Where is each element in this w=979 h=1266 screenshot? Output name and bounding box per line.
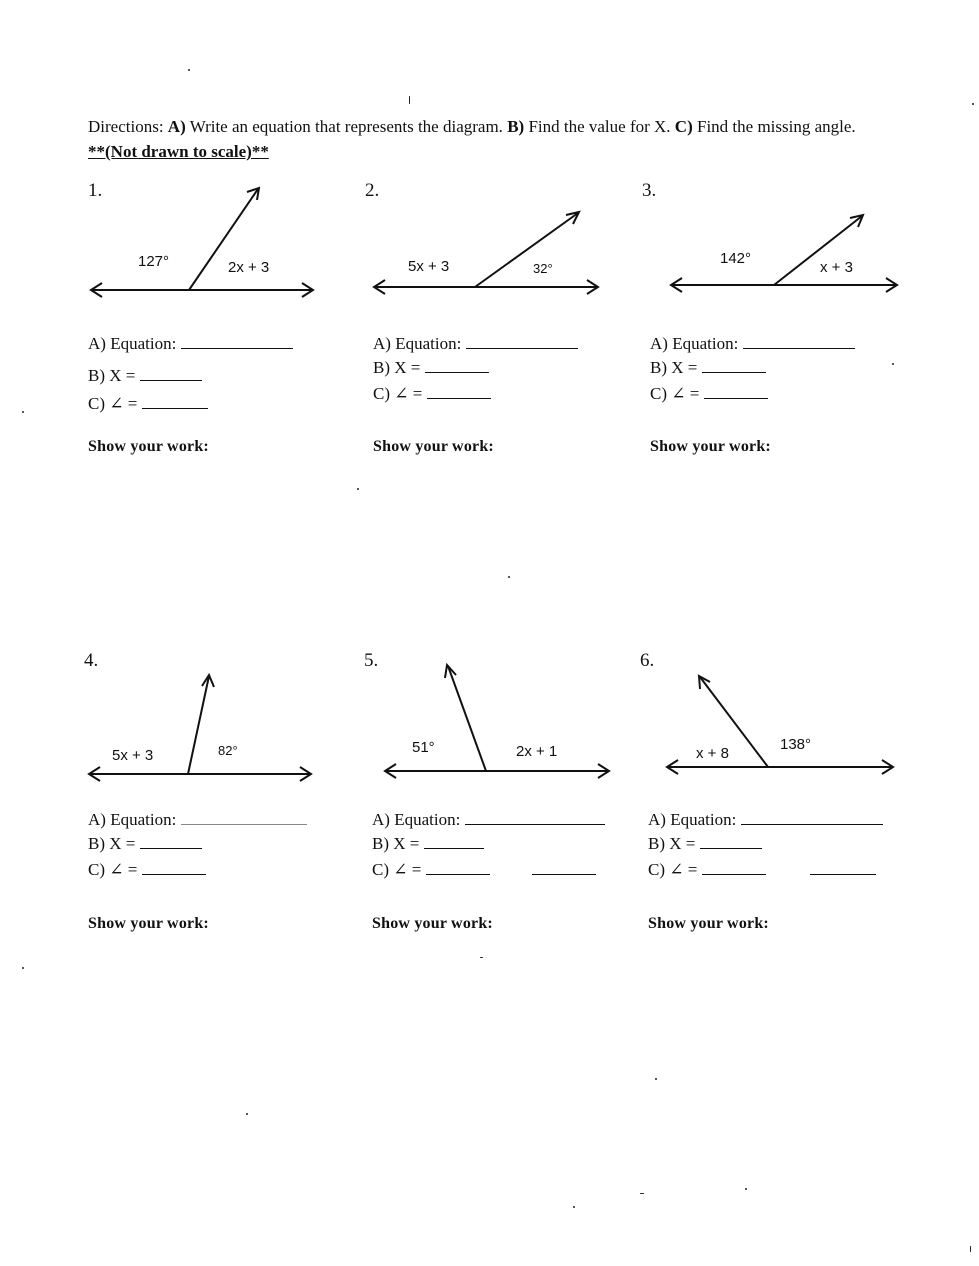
angle-blank[interactable] bbox=[704, 384, 768, 399]
x-row bbox=[88, 366, 202, 386]
x-row bbox=[648, 834, 762, 854]
directions-c-text: Find the missing angle. bbox=[697, 117, 856, 136]
x-blank[interactable] bbox=[702, 358, 766, 373]
x-blank[interactable] bbox=[425, 358, 489, 373]
problem-number: 4. bbox=[84, 650, 99, 671]
x-blank[interactable] bbox=[140, 366, 202, 381]
x-row bbox=[650, 358, 766, 378]
equation-blank[interactable] bbox=[743, 334, 855, 349]
directions-b-label: B) bbox=[507, 117, 525, 136]
angle-diagram bbox=[373, 180, 633, 310]
directions-a-label: A) bbox=[167, 117, 186, 136]
directions-b-text: Find the value for X. bbox=[528, 117, 671, 136]
ray bbox=[188, 676, 209, 774]
scan-speck bbox=[246, 1113, 248, 1115]
extra-blank[interactable] bbox=[532, 860, 596, 875]
angle-row bbox=[648, 860, 876, 880]
angle-label: C) ∠ = bbox=[372, 860, 422, 879]
equation-row bbox=[88, 810, 307, 830]
angle-diagram bbox=[88, 650, 348, 790]
equation-row bbox=[88, 334, 293, 354]
problem-number: 3. bbox=[642, 180, 657, 201]
angle-row bbox=[372, 860, 596, 880]
angle-row bbox=[88, 394, 208, 414]
equation-blank[interactable] bbox=[466, 334, 578, 349]
scan-speck bbox=[970, 1246, 971, 1252]
right-angle-label: x + 3 bbox=[820, 259, 853, 276]
show-work-label: Show your work: bbox=[650, 438, 771, 455]
x-label: B) X = bbox=[373, 358, 421, 377]
directions-a-text: Write an equation that represents the diagram. bbox=[189, 117, 503, 136]
problem-number: 6. bbox=[640, 650, 655, 671]
show-work-label: Show your work: bbox=[88, 915, 209, 932]
angle-row bbox=[373, 384, 491, 404]
equation-label: A) Equation: bbox=[372, 810, 461, 829]
ray bbox=[448, 666, 486, 771]
angle-row bbox=[88, 860, 206, 880]
show-work-label: Show your work: bbox=[372, 915, 493, 932]
equation-blank[interactable] bbox=[181, 810, 307, 825]
angle-blank[interactable] bbox=[426, 860, 490, 875]
scan-speck bbox=[480, 957, 483, 958]
show-work-label: Show your work: bbox=[648, 915, 769, 932]
scan-speck bbox=[508, 576, 510, 578]
scan-speck bbox=[409, 96, 410, 104]
equation-label: A) Equation: bbox=[88, 810, 177, 829]
angle-blank[interactable] bbox=[702, 860, 766, 875]
problem-2 bbox=[365, 180, 633, 480]
right-angle-label: 82° bbox=[218, 743, 238, 758]
directions-c-label: C) bbox=[674, 117, 693, 136]
angle-blank[interactable] bbox=[427, 384, 491, 399]
left-angle-label: 5x + 3 bbox=[408, 258, 450, 275]
problem-1 bbox=[88, 180, 348, 480]
equation-label: A) Equation: bbox=[648, 810, 737, 829]
show-work-label: Show your work: bbox=[373, 438, 494, 455]
scan-speck bbox=[573, 1206, 575, 1208]
x-label: B) X = bbox=[650, 358, 698, 377]
x-row bbox=[88, 834, 202, 854]
equation-row bbox=[373, 334, 578, 354]
scan-speck bbox=[22, 967, 24, 969]
angle-blank[interactable] bbox=[142, 394, 208, 409]
angle-diagram bbox=[648, 650, 918, 790]
scan-speck bbox=[22, 411, 24, 413]
x-label: B) X = bbox=[372, 834, 420, 853]
equation-row bbox=[372, 810, 605, 830]
left-angle-label: x + 8 bbox=[696, 745, 729, 762]
angle-blank[interactable] bbox=[142, 860, 206, 875]
right-angle-label: 2x + 3 bbox=[228, 259, 270, 276]
equation-label: A) Equation: bbox=[88, 334, 177, 353]
x-blank[interactable] bbox=[140, 834, 202, 849]
problem-6 bbox=[640, 650, 908, 950]
angle-diagram bbox=[88, 180, 348, 310]
problem-3 bbox=[642, 180, 910, 480]
angle-diagram bbox=[372, 650, 632, 790]
right-angle-label: 2x + 1 bbox=[516, 743, 558, 760]
equation-row bbox=[648, 810, 883, 830]
problem-number: 1. bbox=[88, 180, 103, 201]
equation-row bbox=[650, 334, 855, 354]
directions-lead: Directions: bbox=[88, 117, 164, 136]
equation-label: A) Equation: bbox=[373, 334, 462, 353]
directions bbox=[88, 114, 868, 164]
scan-speck bbox=[745, 1188, 747, 1190]
x-label: B) X = bbox=[88, 834, 136, 853]
equation-blank[interactable] bbox=[465, 810, 605, 825]
x-row bbox=[372, 834, 484, 854]
problem-5 bbox=[364, 650, 632, 950]
equation-blank[interactable] bbox=[741, 810, 883, 825]
scan-speck bbox=[892, 363, 894, 365]
x-label: B) X = bbox=[88, 366, 136, 385]
x-label: B) X = bbox=[648, 834, 696, 853]
problem-number: 2. bbox=[365, 180, 380, 201]
x-blank[interactable] bbox=[424, 834, 484, 849]
left-angle-label: 142° bbox=[720, 250, 752, 267]
angle-row bbox=[650, 384, 768, 404]
scan-speck bbox=[655, 1078, 657, 1080]
left-angle-label: 127° bbox=[138, 253, 170, 270]
scan-speck bbox=[972, 103, 974, 105]
angle-label: C) ∠ = bbox=[88, 394, 138, 413]
equation-label: A) Equation: bbox=[650, 334, 739, 353]
right-angle-label: 32° bbox=[533, 261, 553, 276]
angle-diagram bbox=[650, 180, 910, 310]
angle-label: C) ∠ = bbox=[648, 860, 698, 879]
scan-speck bbox=[188, 69, 190, 71]
show-work-label: Show your work: bbox=[88, 438, 209, 455]
problem-4 bbox=[84, 650, 348, 950]
equation-blank[interactable] bbox=[181, 334, 293, 349]
angle-label: C) ∠ = bbox=[88, 860, 138, 879]
problem-number: 5. bbox=[364, 650, 379, 671]
left-angle-label: 5x + 3 bbox=[112, 747, 154, 764]
x-row bbox=[373, 358, 489, 378]
scan-speck bbox=[640, 1193, 644, 1194]
scan-speck bbox=[357, 488, 359, 490]
right-angle-label: 138° bbox=[780, 736, 812, 753]
directions-note: **(Not drawn to scale)** bbox=[88, 142, 269, 161]
angle-label: C) ∠ = bbox=[373, 384, 423, 403]
x-blank[interactable] bbox=[700, 834, 762, 849]
angle-label: C) ∠ = bbox=[650, 384, 700, 403]
ray bbox=[475, 213, 578, 287]
left-angle-label: 51° bbox=[412, 739, 435, 756]
extra-blank[interactable] bbox=[810, 860, 876, 875]
